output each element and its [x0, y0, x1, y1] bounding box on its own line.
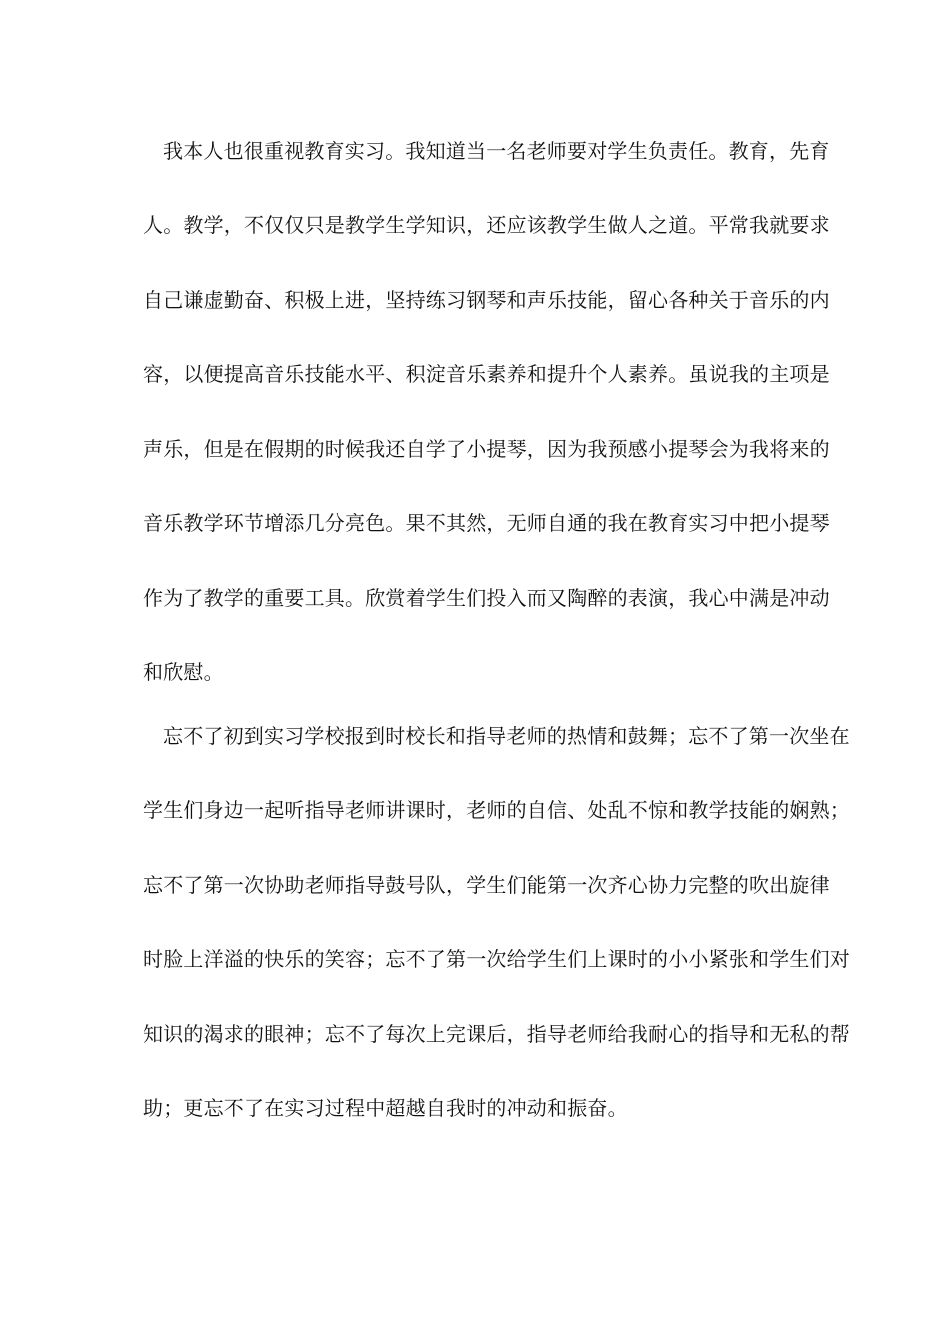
paragraph-1-line-6: 音乐教学环节增添几分亮色。果不其然，无师自通的我在教育实习中把小提琴	[143, 511, 830, 535]
paragraph-2-line-3: 忘不了第一次协助老师指导鼓号队，学生们能第一次齐心协力完整的吹出旋律	[143, 873, 830, 897]
paragraph-1-line-1: 我本人也很重视教育实习。我知道当一名老师要对学生负责任。教育，先育	[163, 139, 830, 163]
paragraph-1-line-2: 人。教学，不仅仅只是教学生学知识，还应该教学生做人之道。平常我就要求	[143, 213, 830, 237]
paragraph-1-line-7: 作为了教学的重要工具。欣赏着学生们投入而又陶醉的表演，我心中满是冲动	[143, 586, 830, 610]
paragraph-1-line-8: 和欣慰。	[143, 660, 224, 684]
paragraph-2-line-2: 学生们身边一起听指导老师讲课时，老师的自信、处乱不惊和教学技能的娴熟；	[143, 798, 850, 822]
paragraph-2-line-4: 时脸上洋溢的快乐的笑容；忘不了第一次给学生们上课时的小小紧张和学生们对	[143, 947, 850, 971]
paragraph-2-line-1: 忘不了初到实习学校报到时校长和指导老师的热情和鼓舞；忘不了第一次坐在	[163, 724, 850, 748]
paragraph-2-line-6: 助；更忘不了在实习过程中超越自我时的冲动和振奋。	[143, 1096, 628, 1120]
paragraph-1-line-4: 容，以便提高音乐技能水平、积淀音乐素养和提升个人素养。虽说我的主项是	[143, 362, 830, 386]
paragraph-1-line-3: 自己谦虚勤奋、积极上进，坚持练习钢琴和声乐技能，留心各种关于音乐的内	[143, 288, 830, 312]
paragraph-1-line-5: 声乐，但是在假期的时候我还自学了小提琴，因为我预感小提琴会为我将来的	[143, 437, 830, 461]
paragraph-2-line-5: 知识的渴求的眼神；忘不了每次上完课后，指导老师给我耐心的指导和无私的帮	[143, 1022, 850, 1046]
